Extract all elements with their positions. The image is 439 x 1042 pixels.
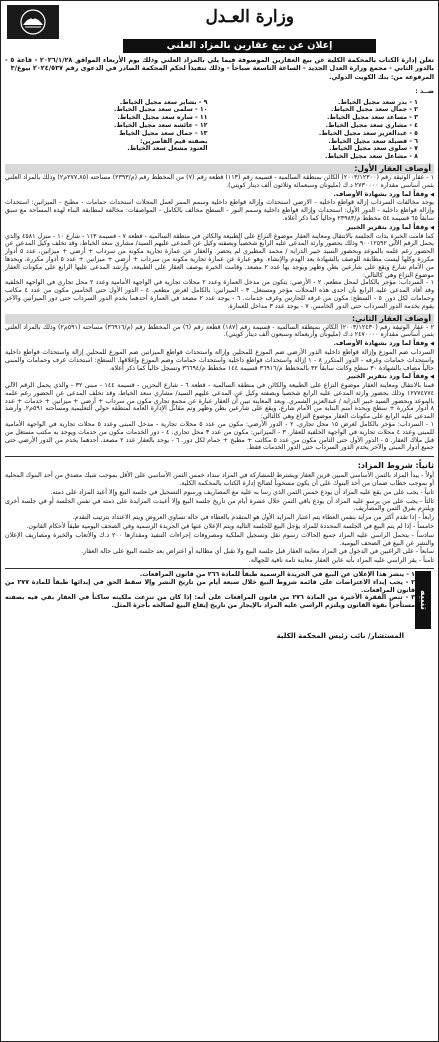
intro-paragraph: تعلن إدارة الكتاب بالمحكمة الكلية عن بيع العقارين الموصوفة فيما يلي بالمزاد العلني وذلك يوم الأربعاء الموافق ٢٠٢٦/١/٢٨ - قاعة ٥ - بالدور الثاني - مجمع وزارة العدل الجديد - الساعة التاسعة صباحاً - وذلك تنفيذاً لحكم المحكمة الصادر في الدعوى رقم ٢٠٢٤/٥٣٧ بيوع/٣	[5, 56, 434, 72]
term-item: سابعاً - على الراغبين في الدخول في المزاد معاينة العقار قبل جلسة البيع ولا تقبل أي مطالبة أو اعتراض بعد جلسة البيع على حالة العقار.	[81, 548, 434, 556]
property2-cert-heading-text: وفقاً لما ورد بشهادة الأوصاف.	[333, 340, 429, 348]
triangle-bullet-icon: ◀	[430, 191, 434, 198]
property2-cert-heading	[5, 340, 434, 349]
term-item: خامساً - إذا لم يتم البيع في الجلسة المحددة للمزاد يؤجل البيع للجلسة التالية ويتم الإعلان عنها في الجريدة الرسمية وفي الصحف اليومية طبقاً لأحكام القانون.	[26, 523, 434, 531]
signature-line: المستشار/ نائب رئيس المحكمة الكلية	[276, 632, 404, 641]
defendant-item: ١١ - ساره سعد مجيل الخياط.	[117, 114, 208, 122]
property1-heading: أوصاف العقار الأول:	[5, 164, 434, 174]
term-item: ثانياً - يجب على من يقع عليه المزاد أن يودع خمس الثمن الذي رسا به عليه مع المصاريف ورسوم التسجيل في جلسة البيع وإلا أعيد المزاد على ذمته.	[50, 488, 434, 496]
defendants-list	[5, 99, 434, 161]
defendant-item: ٩ - بشاير سعد مجيل الخياط.	[119, 98, 208, 106]
note-item: ٣ - تنص الفقرة الأخيرة من المادة ٢٧٦ من قانون المرافعات على أنه: إذا كان من تنزعت ملكيته ساكناً في العقار بقي فيه بصفته مستأجراً بقوة القانون ويلتزم الراسي عليه المزاد بالإيجار من تاريخ إيقاع البيع لصالحه بأجرة المثل.	[5, 594, 416, 610]
property1-cert-text: يوجد مخالفات السرداب إزالة قواطع داخلية - الارضي استحداث وإزالة قواطع داخلية وسمم الممر لعمل المحلات استحداث حمامات - مطبخ - الميزانين: استحداث وإزالة قواطع داخلية - الدور الأول: استحداث وإزالة قواطع داخلية وسمم النور - السطح مخالف بالكامل - المواصفات: مخالفة لمطابقة البناء لهذه المساحة مع سبق سابقاً ٦٥ قسيمة ٥٤ مخطط م/٢٣٩٨٣ وحالياً كما ذكر أعلاه.	[5, 199, 434, 222]
property2-expert-heading	[5, 373, 434, 382]
defendant-item: ٥ - عبدالعزيز سعد مجيل الخياط.	[318, 129, 418, 137]
note-item: ١ - ينشر هذا الإعلان عن البيع في الجريدة الرسمية طبقاً للمادة ٢٦٦ من قانون المرافعات.	[139, 571, 415, 579]
property1-description: ١ - عقار الوثيقة رقم (٢٠٠٣/١٢٣٠٠) الكائن بمنطقة السالمية - قسيمة رقم (١١٣) قطعة رقم (٧) من المخطط رقم (م/٢٣٩٣) مساحته (٢٧٧,٨٥م٢) وذلك بالمزاد العلني بثمن أساسي مقداره ٢٧٣٠٠٠٠ د.ك (مليونان وسبعمائة وثلاثون ألف دينار كويتي).	[5, 173, 435, 189]
term-item: ثامناً - يقر الراسي عليه المزاد بأنه عاين العقار معاينة تامة نافية للجهالة.	[248, 557, 434, 565]
defendant-item: ٤ - مشاري سعد مجيل الخياط.	[325, 121, 418, 129]
property1-expert-heading	[5, 224, 434, 233]
against-label: ضــد :	[415, 87, 434, 95]
property2-components: ١ - السرداب: مؤجر بالكامل لغرض ١٥ محل تجاري. ٢ - الدور الأرضي: مكون من عدد ٥ محلات تجارية - مدخل المبنى وعدد ٥ محلات تجارية في الواجهة الأمامية للمبنى وعدد ٤ محلات تجارية في الواجهة الخلفية للعقار. ٣ - الميزانين: مكون من عدد ٣ محل تجاري. ٤ - دور الخدمات مكون من خدمات ويوجد به مكتب مستغل من قبل ملاك العقار. ٥ - الدور الأول حتى الثامن مكون من عدد ٥ مكاتب + مطبخ + حمام لكل دور. ٦ - يوجد بالعقار عدد ٢ مصعد، أحدهما يخدم من الدور الأرضي حتى جميع أدوار المبنى والآخر يخدم الدور السرداب حتى الدور الخدمات فقط.	[5, 421, 435, 452]
triangle-bullet-icon: ◀	[430, 374, 434, 381]
defendant-item: ٦ - فضيلة سعد مجيل الخياط.	[328, 137, 418, 145]
defendant-item: ١٠ - سلمى سعد مجيل الخياط.	[113, 106, 208, 114]
triangle-bullet-icon: ◀	[430, 341, 434, 348]
defendant-item: العنود مشعل سعد الخياط.	[127, 145, 208, 153]
terms-list	[5, 472, 434, 565]
defendant-item: ٢ - جمال سعد مجيل الخياط.	[331, 106, 418, 114]
term-item: سادساً - يتحمل الراسي عليه المزاد جميع الحالات رسوم نقل وتسجيل الملكية ومصروفات إجراءات التنفيذ ومقدارها ٢٠٠ د.ك والأتعاب والخبرة ومصاريف الإعلان والنشر عن البيع في الصحف اليومية.	[5, 531, 435, 547]
defendant-item: بصفته قيم القاصرين:	[140, 137, 208, 145]
defendant-item: ٧ - سلوى سعد مجيل الخياط.	[329, 145, 418, 153]
defendant-item: ٨ - مشاعل سعد مجيل الخياط.	[325, 153, 418, 161]
property1-cert-heading	[5, 191, 434, 200]
term-item: أولاً - يبدأ المزاد بالثمن الأساسي المبين قرين العقار ويشترط للمشاركة في المزاد سداد خمس الثمن الأساسي على الأقل بموجب شيك مصدق من أحد البنوك المحلية أو بموجب خطاب ضمان من أحد البنوك على أن يكون مسحوباً لصالح إدارة الكتاب بالمحكمة الكلية.	[5, 472, 434, 488]
header	[5, 5, 434, 29]
defendant-item: ١٣ - جمال سعد مجيل الخياط	[119, 129, 208, 137]
terms-heading: ثانياً: شروط المزاد:	[357, 461, 434, 471]
defendant-item: ٣ - مساعد سعد مجيل الخياط.	[327, 114, 418, 122]
note-item: ٢ - يجب إبداء الاعتراضات على قائمة شروط البيع خلال سبعة أيام من تاريخ النشر وإلا سقط الحق في إبدائها طبقاً للمادة ٢٧٧ من قانون المرافعات.	[5, 578, 415, 594]
notes-text	[5, 571, 415, 629]
property1-components: ١ - السرداب: مؤجر بالكامل لمحل مطعم. ٢ - الأرضي: يتكون من مدخل العمارة وعدد ٢ محلات تجارية في الواجهة الأمامية وعدد ٢ محل تجاري في الواجهة الخلفية وقد أفاد المدعى عليه الرابع بأن احدى هذه المحلات مؤجر ومستغل. ٣ - الميزانين: بالكامل لغرض مطعم. ٤ - الدور الأول حتى الخامس مكون من عدد ٤ مكاتب وحمامات لكل دور. ٥ - السطح: مكون من غرفة للحارس وغرف خدمات. ٦ - يوجد عدد ٢ مصعد في العمارة أحدهما يخدم الدور السرداب حتى دور الميزانين والآخر يقوم بخدمة الدور السرداب حتى الدور الخامس. ٧ - يوجد عدد ٣ مداخل للعمارة.	[5, 279, 434, 310]
defendant-item: ١ - بدر سعد مجيل الخياط.	[338, 98, 418, 106]
announcement-banner: إعلان عن بيع عقارين بالمزاد العلني	[123, 39, 376, 53]
triangle-bullet-icon: ◀	[430, 224, 434, 231]
property2-heading: أوصاف العقار الثاني:	[5, 314, 434, 324]
divider	[5, 456, 434, 457]
property2-description: ٢ - عقار الوثيقة رقم (٢٠٠٣/١٢٤٣٠) الكائن بمنطقة السالمية - قسيمة رقم (١٨٧) قطعة رقم (٦) من المخطط رقم (م/٣٦٩١٦) مساحته (٥٩١م٢) وذلك بالمزاد العلني بثمن أساسي مقداره ٢٤٧٠٠٠٠ د.ك (مليونان وأربعمائة وسبعون ألف دينار كويتي).	[5, 323, 435, 339]
property1-cert-heading-text: وفقاً لما ورد بشهادة الأوصاف.	[333, 190, 429, 198]
property1-expert-heading-text: وفقاً لما ورد بتقرير الخبير	[346, 223, 429, 231]
property1-expert-text: كما قامت الخبرة بذات الجلسة بالانتقال ومعاينة العقار موضوع النزاع على الطبيعة والكائن في منطقة السالمية - قطعة ٧ - قسيمة ١١٣ - شارع ١٠ - منزل ٤٥٨١ والذي يحمل الرقم الآلي ٩٠٠١٢٥٩٢ وذلك بحضور وارثة المدعى عليه الرابع شخصياً وبصفته وكيل عن المدعى عليهم السيد/ مشاري سعد الخياط، وقد تخلف وكيل المدعي عن الحضور رغم علمه بالموعد وبحضور السيد خبير الدراية / محمد المطيري لم يحضر. والعقار عن عمارة تجارية مكونة من سرداب + أرضي + ميزانين، عدد ٥ أدوار مكررة وكلها ليست مطابقة للوصف بالشهادة بعد الهدم والإنشاء. وهو عبارة عن عمارة تجارية مكونة من سرداب + أرضي + ميزانين + عدد ٥ أدوار مكررة، ويحدها من الأمام شارع ويقع على شارعين بطن وظهر ويوجد بها عدد ٢ مصعد. وقامت الخبرة بوصف العقار على الطبيعة، وأرشد المدعى عليها الرابع على مكونات العقار موضوع النزاع وهي كالتالي:	[5, 232, 434, 279]
term-item: رابعاً - إذا تقدم أكثر من مزايد بنفس العطاء يتم اعتبار المزايد الأول هو المتقدم بالعطاء في حالة تساوي العروض ويتم الاعتداد بترتيب التقدم.	[72, 514, 434, 522]
state-emblem-icon	[7, 5, 59, 39]
property2-expert-heading-text: وفقاً لما ورد بتقرير الخبير	[346, 373, 429, 381]
defendant-item: ١٢ - عائشة سعد مجيل الخياط.	[114, 121, 208, 129]
term-item: ثالثاً - يجب على من يرسو عليه المزاد أن يودع باقي الثمن خلال عشرة أيام من تاريخ جلسة البيع وإلا أعيدت المزايدة على ذمته في نفس الجلسة أو في جلسة أخرى ويلتزم بفرق الثمن والمصاريف.	[5, 497, 434, 513]
notes-box	[5, 568, 434, 629]
ministry-title: وزارة العـدل	[205, 7, 294, 27]
defendant-item	[5, 153, 208, 161]
plaintiff-line: المرفوعة من: بنك الكويت الدولي.	[329, 74, 434, 81]
property2-expert-text: قمنا بالانتقال ومعاينة العقار موضوع النزاع على الطبيعة والكائن في منطقة السالمية - قطعة ٦ - شارع البحرين - قسيمة ١٤٤ - مبنى ٣٢ - والذي يحمل الرقم الآلي ١٢٧٧٤٧٧٤ وذلك بحضور وارثة المدعى عليه الرابع شخصياً وبصفته وكيل عن المدعى عليهم السيد/ مشاري سعد الخياط، وقد تخلف المدعى عن الحضور رغم علمه بالموعد وبحضور السيد خبير الدراية / عبدالعزيز الشمري. وبعد المعاينة تبين أن العقار عبارة عن مجمع تجاري مكون من سرداب + أرضي + ميزانين + خدمات + عدد ٨ أدوار مكررة + سطح ويحده اسم البناية من الأمام شارع، ويقع على شارعين بطن وظهر وتم مقابل الإدارة العامة لمنطقة حولي التعليمية ومساحته ٥٩١م٢. وأرشد المدعى عليه الرابع على مكونات العقار موضوع النزاع وهي كالتالي:	[5, 382, 435, 421]
property2-cert-text: السرداب ضم الموزع وإزالة قواطع داخلية الدور الأرضي ضم الموزع للمحلين وإزالة واستحداث قواطع الميزانين ضم الموزع للمحلين إزالة واستحداث قواطع داخلية واستحداث حمامات وغرفه - الدور المتكرر ٨ - ١ إزالة واستحداث قواطع داخلية واستحداث حمامات وضم الموزع وإغلاقها. السطح: استحداث غرف وحمامات والمبنى حالياً مضاف بالشهادة ٣٠ سطح وكانت سابقاً ٣٢ بالمخطط م/٣٦٩١٦ قسيمة ١٤٤ مخطط م/٣٦٦٩٤ وتسجل حالياً كما ذكر أعلاه.	[5, 348, 434, 372]
notes-side-label: تنبيه	[415, 571, 431, 629]
